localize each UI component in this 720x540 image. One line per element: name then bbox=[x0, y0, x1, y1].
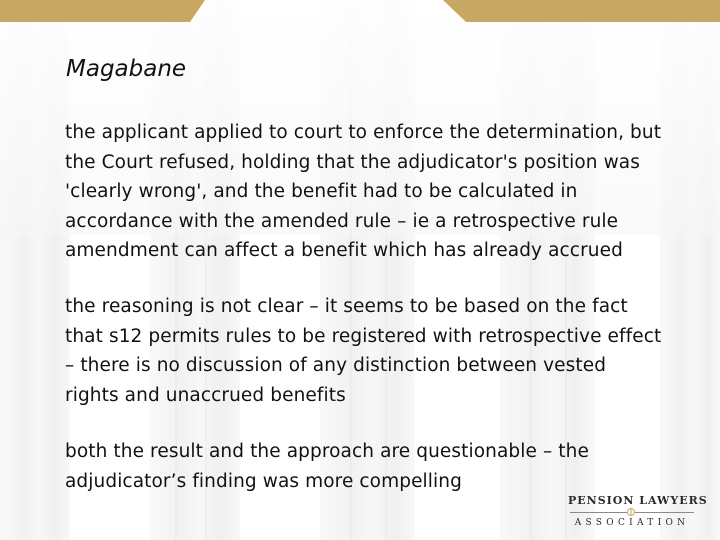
paragraph-2: the reasoning is not clear – it seems to be based on the fact that s12 permits rules to be registered with retrospective effect – there is no discussion of any distinction between vested rights and unaccrued benefits bbox=[65, 296, 662, 406]
logo-divider bbox=[568, 508, 696, 516]
logo-emblem-icon bbox=[626, 508, 636, 516]
logo-line-2: ASSOCIATION bbox=[574, 518, 690, 528]
paragraph-1: the applicant applied to court to enforce the determination, but the Court refused, holding that the adjudicator's position was 'clearly wrong', and the benefit had to be calculated in accordance with the amended rule – ie a retrospective rule amendment can affect a benefit which has already accrued bbox=[65, 122, 662, 261]
slide-title: Magabane bbox=[66, 56, 187, 82]
gold-accent-band bbox=[0, 0, 720, 22]
pension-lawyers-association-logo bbox=[568, 494, 708, 528]
paragraph-3: both the result and the approach are questionable – the adjudicator’s finding was more compelling bbox=[65, 441, 589, 492]
logo-line-1: PENSION LAWYERS bbox=[568, 494, 708, 507]
